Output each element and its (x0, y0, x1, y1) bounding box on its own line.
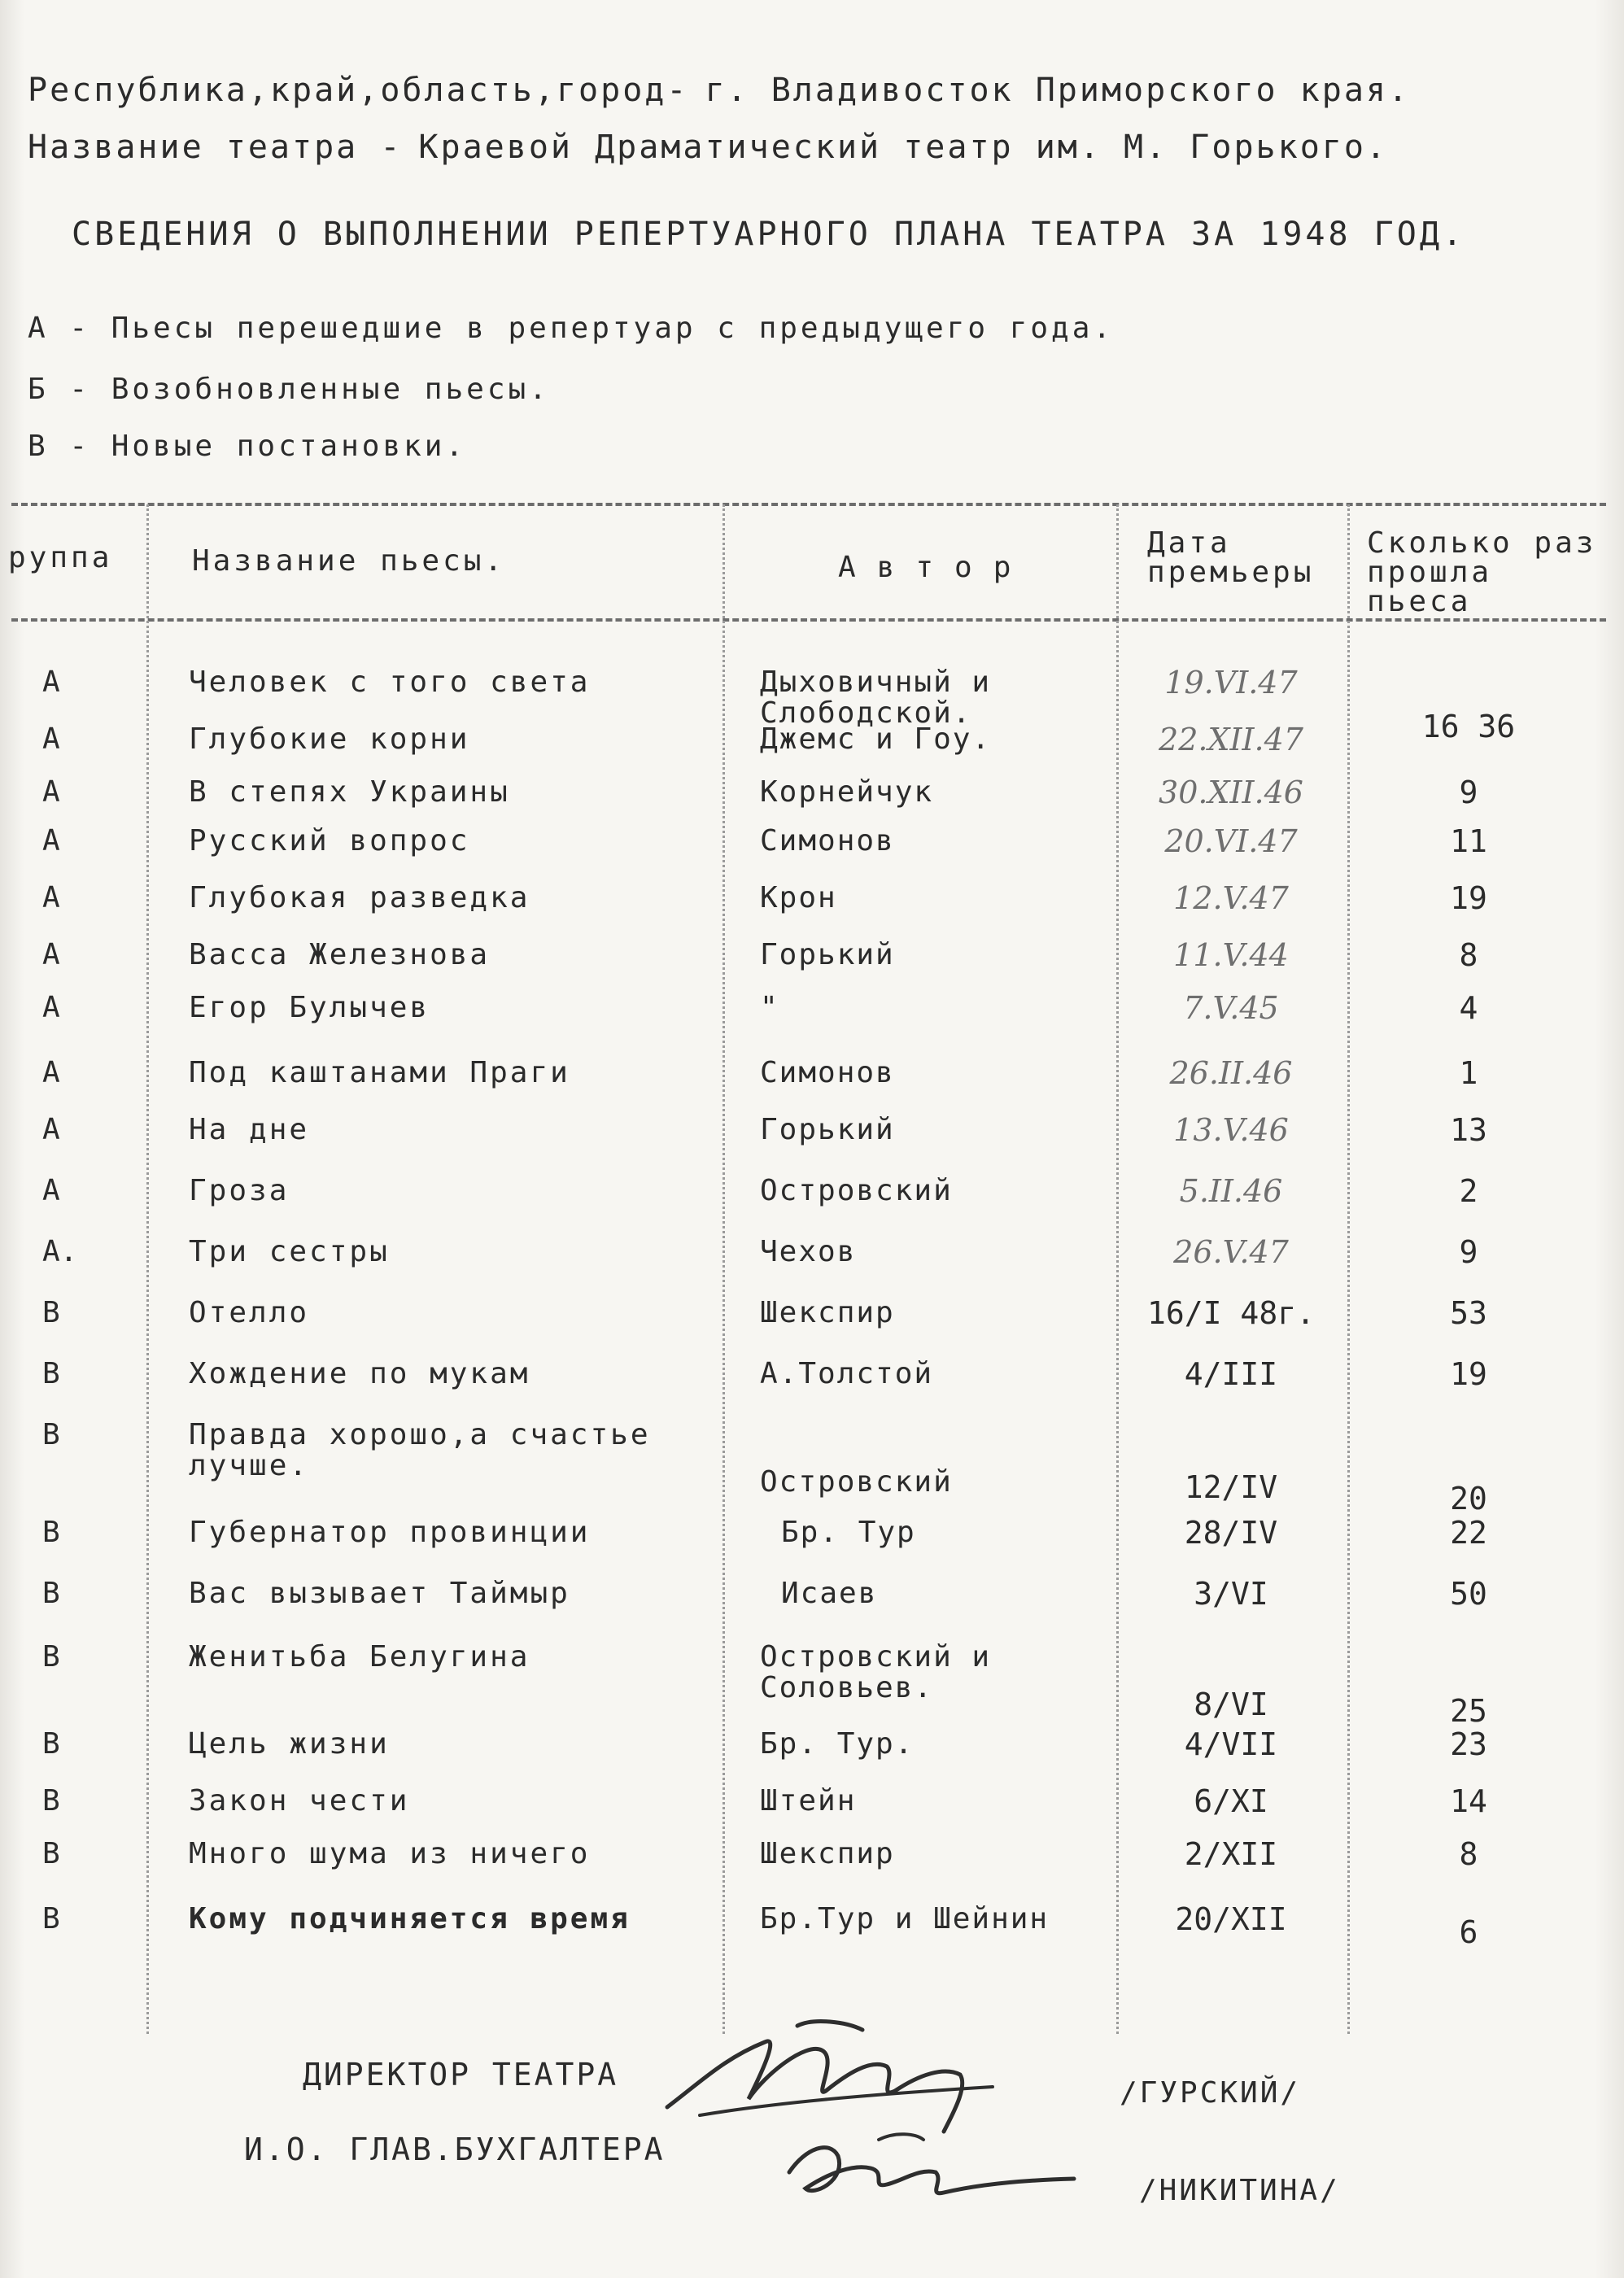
cell-play-name: Хождение по мукам (189, 1357, 530, 1390)
cell-performance-count: 1 (1459, 1055, 1478, 1091)
table-row (0, 1642, 1624, 1731)
cell-author: Исаев (781, 1577, 878, 1610)
cell-premiere-date: 4/III (1184, 1356, 1278, 1392)
cell-premiere-date: 16/I 48г. (1147, 1295, 1315, 1331)
cell-performance-count: 53 (1450, 1295, 1487, 1331)
cell-premiere-date: 20/XII (1175, 1901, 1287, 1937)
cell-play-name: Отелло (189, 1296, 310, 1329)
table-row (0, 990, 1624, 1041)
cell-premiere-date: 26.II.46 (1169, 1055, 1293, 1091)
cell-author: Островский и Соловьев. (760, 1640, 992, 1704)
cell-group: В (42, 1784, 60, 1818)
cell-group: А (42, 1174, 60, 1207)
legend-item-a: А - Пьесы перешедшие в репертуар с предыдущего года. (28, 312, 1115, 345)
cell-author: Бр.Тур и Шейнин (760, 1902, 1050, 1935)
cell-author: А.Толстой (760, 1357, 934, 1390)
cell-play-name: Под каштанами Праги (189, 1056, 570, 1089)
cell-play-name: Глубокие корни (189, 722, 470, 756)
cell-play-name: Губернатор провинции (189, 1516, 591, 1549)
cell-group: А (42, 881, 60, 914)
cell-premiere-date: 13.V.46 (1173, 1112, 1289, 1148)
cell-performance-count: 2 (1459, 1173, 1478, 1209)
table-header-rule (11, 618, 1606, 622)
cell-premiere-date: 11.V.44 (1173, 937, 1289, 973)
cell-play-name: Кому подчиняется время (189, 1902, 631, 1935)
cell-play-name: Три сестры (189, 1235, 390, 1268)
cell-performance-count: 9 (1459, 775, 1478, 810)
cell-play-name: Много шума из ничего (189, 1837, 591, 1870)
cell-group: В (42, 1296, 60, 1329)
cell-play-name: Закон чести (189, 1784, 410, 1818)
cell-author: Крон (760, 881, 837, 914)
accountant-name: /НИКИТИНА/ (1139, 2174, 1340, 2207)
cell-play-name: Правда хорошо,а счастье лучше. (189, 1418, 651, 1482)
table-row (0, 1295, 1624, 1346)
cell-performance-count: 11 (1450, 823, 1487, 859)
table-row (0, 1783, 1624, 1835)
cell-performance-count: 50 (1450, 1576, 1487, 1612)
cell-performance-count: 25 (1450, 1693, 1487, 1729)
legend-item-v: В - Новые постановки. (28, 430, 467, 463)
cell-group: В (42, 1577, 60, 1610)
cell-author: Бр. Тур (781, 1516, 916, 1549)
cell-author: Горький (760, 1113, 895, 1146)
table-row (0, 1578, 1624, 1627)
header-theatre-value: Краевой Драматический театр им. М. Горького. (418, 129, 1389, 166)
cell-performance-count: 22 (1450, 1515, 1487, 1551)
cell-performance-count: 14 (1450, 1783, 1487, 1819)
cell-performance-count: 6 (1459, 1914, 1478, 1950)
header-performance-count: Сколько раз прошла пьеса (1367, 526, 1597, 618)
cell-premiere-date: 12.V.47 (1173, 880, 1289, 916)
cell-play-name: На дне (189, 1113, 310, 1146)
cell-premiere-date: 7.V.45 (1183, 990, 1279, 1026)
director-label: ДИРЕКТОР ТЕАТРА (303, 2057, 619, 2093)
cell-premiere-date: 6/XI (1194, 1783, 1268, 1819)
cell-premiere-date: 26.V.47 (1173, 1234, 1289, 1270)
cell-group: А (42, 991, 60, 1024)
table-row (0, 1234, 1624, 1285)
cell-group: В (42, 1837, 60, 1870)
cell-premiere-date: 30.XII.46 (1159, 775, 1303, 810)
cell-author: Островский (760, 1465, 953, 1499)
cell-performance-count: 8 (1459, 1836, 1478, 1872)
cell-performance-count: 19 (1450, 1356, 1487, 1392)
cell-premiere-date: 28/IV (1184, 1515, 1278, 1551)
accountant-signature (781, 2123, 1090, 2221)
cell-author: Симонов (760, 1056, 895, 1089)
cell-group: А (42, 722, 60, 756)
header-theatre-label: Название театра - (28, 129, 403, 166)
cell-performance-count: 9 (1459, 1234, 1478, 1270)
cell-group: А (42, 1056, 60, 1089)
header-region-line (28, 72, 1410, 109)
cell-author: Симонов (760, 824, 895, 858)
cell-performance-count: 19 (1450, 880, 1487, 916)
cell-premiere-date: 8/VI (1194, 1687, 1268, 1722)
cell-group: В (42, 1516, 60, 1549)
cell-author: Шекспир (760, 1296, 895, 1329)
cell-play-name: Человек с того света (189, 666, 591, 699)
cell-premiere-date: 22.XII.47 (1159, 722, 1303, 757)
cell-play-name: Женитьба Белугина (189, 1640, 530, 1674)
accountant-label: И.О. ГЛАВ.БУХГАЛТЕРА (244, 2132, 666, 2167)
document-title: СВЕДЕНИЯ О ВЫПОЛНЕНИИ РЕПЕРТУАРНОГО ПЛАНА ТЕАТРА ЗА 1948 ГОД. (72, 216, 1466, 253)
legend-item-b: Б - Возобновленные пьесы. (28, 373, 550, 406)
cell-group: В (42, 1727, 60, 1761)
table-row (0, 1055, 1624, 1106)
cell-performance-count: 20 (1450, 1481, 1487, 1516)
cell-author: Джемс и Гоу. (760, 722, 992, 756)
table-row (0, 1517, 1624, 1566)
cell-play-name: Егор Булычев (189, 991, 430, 1024)
table-row (0, 1901, 1624, 1953)
cell-performance-count: 8 (1459, 937, 1478, 973)
cell-premiere-date: 12/IV (1184, 1469, 1278, 1505)
table-row (0, 709, 1624, 773)
cell-performance-count: 23 (1450, 1726, 1487, 1762)
cell-group: В (42, 1640, 60, 1674)
cell-author: Штейн (760, 1784, 857, 1818)
cell-author: Чехов (760, 1235, 857, 1268)
table-row (0, 823, 1624, 875)
table-row (0, 1420, 1624, 1517)
cell-author: Островский (760, 1174, 953, 1207)
header-premiere-date: Дата премьеры (1147, 526, 1315, 589)
header-region-label: Республика,край,область,город- (28, 72, 689, 109)
table-row (0, 1836, 1624, 1887)
cell-group: В (42, 1357, 60, 1390)
cell-premiere-date: 3/VI (1194, 1576, 1268, 1612)
table-row (0, 937, 1624, 988)
cell-author: Шекспир (760, 1837, 895, 1870)
header-play-name: Название пьесы. (192, 544, 506, 578)
header-group: руппа (8, 541, 113, 574)
table-row (0, 777, 1624, 826)
cell-group: А. (42, 1235, 78, 1268)
header-region-value: г. Владивосток Приморского края. (705, 72, 1411, 109)
cell-performance-count: 4 (1459, 990, 1478, 1026)
cell-group: А (42, 938, 60, 971)
cell-play-name: Русский вопрос (189, 824, 470, 858)
cell-author: Бр. Тур. (760, 1727, 915, 1761)
cell-play-name: Васса Железнова (189, 938, 491, 971)
header-author: Автор (838, 551, 1032, 584)
cell-author: Дыховичный и Слободской. (760, 666, 992, 730)
table-row (0, 1356, 1624, 1407)
cell-group: В (42, 1418, 60, 1451)
cell-premiere-date: 20.VI.47 (1164, 823, 1298, 859)
table-row (0, 1726, 1624, 1778)
cell-group: В (42, 1902, 60, 1935)
cell-performance-count: 16 36 (1421, 709, 1516, 744)
table-row (0, 1112, 1624, 1163)
cell-group: А (42, 775, 60, 809)
cell-group: А (42, 666, 60, 699)
cell-premiere-date: 19.VI.47 (1164, 665, 1298, 700)
cell-group: А (42, 1113, 60, 1146)
cell-author: " (760, 991, 779, 1024)
header-theatre-line (28, 129, 1388, 166)
cell-premiere-date: 2/XII (1184, 1836, 1278, 1872)
cell-play-name: Гроза (189, 1174, 290, 1207)
cell-play-name: Вас вызывает Таймыр (189, 1577, 570, 1610)
cell-group: А (42, 824, 60, 858)
table-top-rule (11, 503, 1606, 506)
table-row (0, 880, 1624, 932)
cell-premiere-date: 5.II.46 (1179, 1173, 1283, 1209)
table-row (0, 1173, 1624, 1224)
director-name: /ГУРСКИЙ/ (1120, 2076, 1301, 2110)
cell-play-name: Глубокая разведка (189, 881, 530, 914)
cell-premiere-date: 4/VII (1184, 1726, 1278, 1762)
cell-performance-count: 13 (1450, 1112, 1487, 1148)
cell-author: Горький (760, 938, 895, 971)
cell-play-name: В степях Украины (189, 775, 510, 809)
cell-author: Корнейчук (760, 775, 934, 809)
cell-play-name: Цель жизни (189, 1727, 390, 1761)
